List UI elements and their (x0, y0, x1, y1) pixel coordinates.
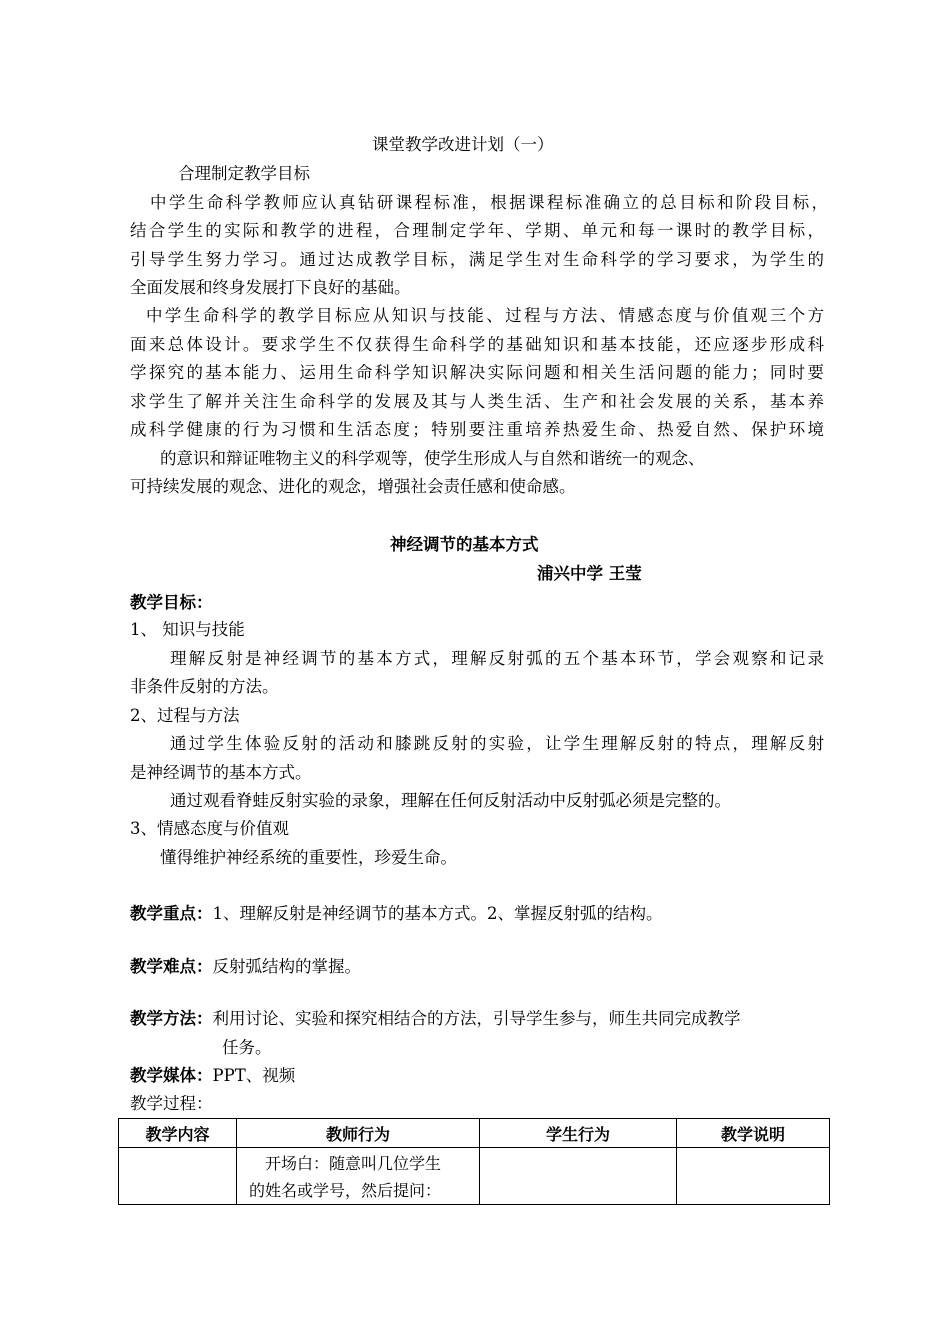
objectives-label: 教学目标： (130, 593, 213, 612)
header-note: 教学说明 (677, 1119, 830, 1148)
plan-para1-line2: 结合学生的实际和教学的进程，合理制定学年、学期、单元和每一课时的教学目标， (130, 221, 824, 240)
objective2-line2: 是神经调节的基本方式。 (130, 763, 312, 782)
process-label: 教学过程： (130, 1094, 213, 1113)
lesson-author: 浦兴中学 王莹 (537, 564, 642, 583)
plan-para2-line2: 面来总体设计。要求学生不仅获得生命科学的基础知识和基本技能，还应逐步形成科 (130, 335, 824, 354)
objective1-line1: 理解反射是神经调节的基本方式，理解反射弧的五个基本环节，学会观察和记录 (170, 649, 824, 668)
difficulty-label: 教学难点： (130, 957, 213, 976)
plan-para1-line4: 全面发展和终身发展打下良好的基础。 (130, 278, 411, 297)
process-table (118, 1118, 830, 1205)
objective2-title: 2、过程与方法 (130, 706, 240, 725)
objective3-text: 懂得维护神经系统的重要性，珍爱生命。 (160, 848, 457, 867)
plan-para2-line6: 的意识和辩证唯物主义的科学观等，使学生形成人与自然和谐统一的观念、 (160, 449, 705, 468)
plan-subtitle: 合理制定教学目标 (178, 164, 310, 183)
header-content: 教学内容 (119, 1119, 237, 1148)
method (130, 1008, 741, 1030)
method-label: 教学方法： (130, 1009, 213, 1028)
key-points-text: 1、理解反射是神经调节的基本方式。2、掌握反射弧的结构。 (212, 904, 663, 923)
cell-content (119, 1148, 237, 1205)
cell-note (677, 1148, 830, 1205)
table-row (119, 1148, 830, 1205)
cell-teacher-line2: 的姓名或学号，然后提问： (249, 1181, 442, 1200)
difficulty (130, 956, 361, 978)
objective1-line2: 非条件反射的方法。 (130, 677, 279, 696)
method-text-line2: 任务。 (222, 1038, 272, 1057)
header-teacher: 教师行为 (237, 1119, 480, 1148)
plan-para1-line1: 中学生命科学教师应认真钻研课程标准，根据课程标准确立的总目标和阶段目标， (150, 193, 828, 212)
cell-student (480, 1148, 677, 1205)
media-text: PPT、视频 (212, 1066, 296, 1085)
plan-para2-line7: 可持续发展的观念、进化的观念，增强社会责任感和使命感。 (130, 477, 576, 496)
table-header-row (119, 1119, 830, 1148)
objective2-line1: 通过学生体验反射的活动和膝跳反射的实验，让学生理解反射的特点，理解反射 (170, 734, 824, 753)
cell-teacher (237, 1148, 480, 1205)
media-label: 教学媒体： (130, 1066, 213, 1085)
header-student: 学生行为 (480, 1119, 677, 1148)
objective1-title: 1、 知识与技能 (130, 620, 245, 639)
plan-title: 课堂教学改进计划（一） (372, 135, 554, 154)
key-points-label: 教学重点： (130, 904, 213, 923)
media (130, 1065, 295, 1087)
plan-para2-line1: 中学生命科学的教学目标应从知识与技能、过程与方法、情感态度与价值观三个方 (146, 306, 824, 325)
difficulty-text: 反射弧结构的掌握。 (212, 957, 361, 976)
objective2-line3: 通过观看脊蛙反射实验的录象，理解在任何反射活动中反射弧必须是完整的。 (170, 791, 731, 810)
key-points (130, 903, 663, 925)
plan-para1-line3: 引导学生努力学习。通过达成教学目标，满足学生对生命科学的学习要求，为学生的 (130, 250, 824, 269)
plan-para2-line3: 学探究的基本能力、运用生命科学知识解决实际问题和相关生活问题的能力；同时要 (130, 363, 824, 382)
plan-para2-line4: 求学生了解并关注生命科学的发展及其与人类生活、生产和社会发展的关系，基本养 (130, 392, 824, 411)
lesson-title: 神经调节的基本方式 (390, 535, 539, 554)
cell-teacher-line1: 开场白：随意叫几位学生 (265, 1154, 442, 1173)
objective3-title: 3、情感态度与价值观 (130, 819, 289, 838)
method-text-line1: 利用讨论、实验和探究相结合的方法，引导学生参与，师生共同完成教学 (212, 1009, 741, 1028)
plan-para2-line5: 成科学健康的行为习惯和生活态度；特别要注重培养热爱生命、热爱自然、保护环境 (130, 420, 824, 439)
